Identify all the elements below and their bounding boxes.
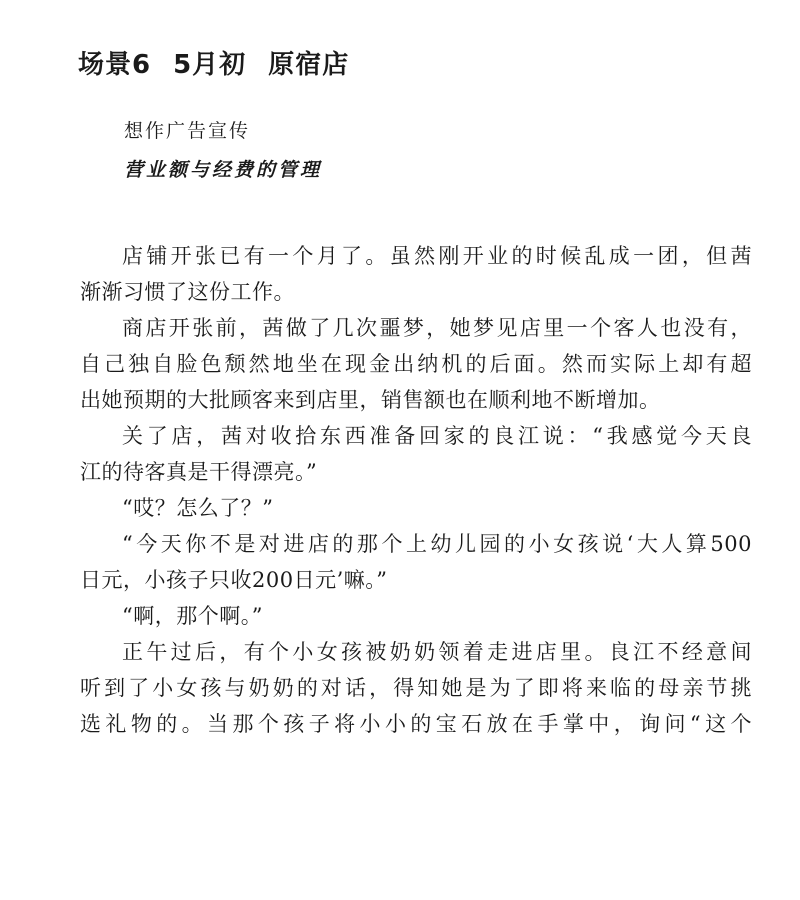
- scene-date: 5月初: [173, 50, 247, 80]
- paragraph: [80, 598, 752, 634]
- text-line: 商店开张前，茜做了几次噩梦，她梦见店里一个客人也没有，: [122, 316, 752, 340]
- text-line: 关了店，茜对收拾东西准备回家的良江说：“我感觉今天良: [122, 424, 752, 448]
- text-line: 选礼物的。当那个孩子将小小的宝石放在手掌中，询问“这个: [80, 712, 752, 736]
- text-line: 听到了小女孩与奶奶的对话，得知她是为了即将来临的母亲节挑: [80, 676, 752, 700]
- subtitle-sales-management: 营业额与经费的管理: [124, 159, 323, 181]
- text-line: 日元，小孩子只收200日元’嘛。”: [80, 568, 388, 592]
- scene-heading: [78, 44, 349, 81]
- paragraph: [80, 418, 752, 490]
- subtitle-advertising: 想作广告宣传: [124, 120, 251, 142]
- paragraph: [80, 634, 752, 742]
- body-text: [80, 238, 752, 742]
- paragraph: [80, 238, 752, 310]
- text-line: 店铺开张已有一个月了。虽然刚开业的时候乱成一团，但茜: [122, 244, 752, 268]
- scene-label: 场景6: [78, 50, 152, 80]
- paragraph: [80, 310, 752, 418]
- text-line: 渐渐习惯了这份工作。: [80, 280, 295, 304]
- scene-place: 原宿店: [268, 50, 350, 80]
- text-line: 江的待客真是干得漂亮。”: [80, 460, 318, 484]
- text-line: 正午过后，有个小女孩被奶奶领着走进店里。良江不经意间: [122, 640, 752, 664]
- text-line: “哎？怎么了？”: [122, 496, 274, 520]
- text-line: 自己独自脸色颓然地坐在现金出纳机的后面。然而实际上却有超: [80, 352, 752, 376]
- text-line: “今天你不是对进店的那个上幼儿园的小女孩说‘大人算500: [122, 532, 752, 556]
- text-line: “啊，那个啊。”: [122, 604, 263, 628]
- text-line: 出她预期的大批顾客来到店里，销售额也在顺利地不断增加。: [80, 388, 661, 412]
- paragraph: [80, 526, 752, 598]
- paragraph: [80, 490, 752, 526]
